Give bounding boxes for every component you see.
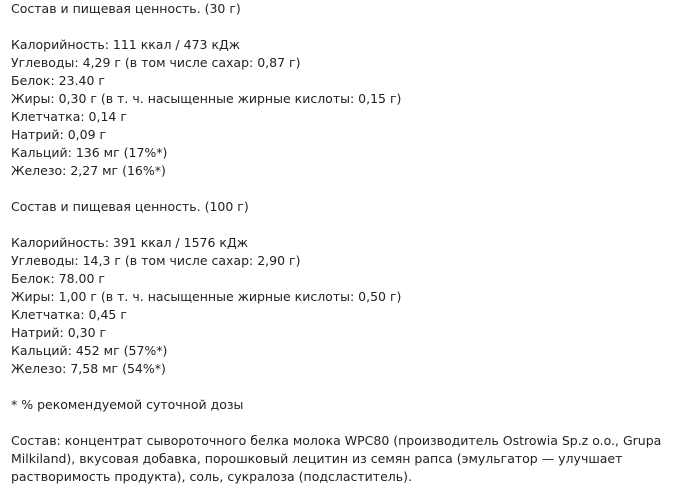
section-title-30g: Состав и пищевая ценность. (30 г) bbox=[11, 1, 241, 16]
nutrition-row: Углеводы: 4,29 г (в том числе сахар: 0,87 г) bbox=[11, 55, 301, 70]
nutrition-row: Железо: 2,27 мг (16%*) bbox=[11, 163, 166, 178]
spacer bbox=[11, 180, 696, 198]
nutrition-row: Клетчатка: 0,14 г bbox=[11, 109, 127, 124]
footnote: * % рекомендуемой суточной дозы bbox=[11, 397, 244, 412]
spacer bbox=[11, 378, 696, 396]
nutrition-row: Кальций: 136 мг (17%*) bbox=[11, 145, 168, 160]
spacer bbox=[11, 216, 696, 234]
nutrition-row: Углеводы: 14,3 г (в том числе сахар: 2,90 г) bbox=[11, 253, 301, 268]
spacer bbox=[11, 18, 696, 36]
nutrition-row: Кальций: 452 мг (57%*) bbox=[11, 343, 168, 358]
nutrition-row: Калорийность: 391 ккал / 1576 кДж bbox=[11, 235, 248, 250]
nutrition-row: Жиры: 1,00 г (в т. ч. насыщенные жирные кислоты: 0,50 г) bbox=[11, 289, 402, 304]
composition-paragraph: Состав: концентрат сывороточного белка молока WPC80 (производитель Ostrowia Sp.z o.o., Grupa Milkiland), вкусовая добавка, порошковый лецитин из семян рапса (эмульгатор — улучшает растворимость продукта), соль, сукралоза (подсластитель). bbox=[11, 433, 662, 484]
section-title-100g: Состав и пищевая ценность. (100 г) bbox=[11, 199, 249, 214]
nutrition-row: Белок: 23.40 г bbox=[11, 73, 105, 88]
spacer bbox=[11, 414, 696, 432]
nutrition-row: Натрий: 0,09 г bbox=[11, 127, 107, 142]
nutrition-row: Железо: 7,58 мг (54%*) bbox=[11, 361, 166, 376]
nutrition-row: Клетчатка: 0,45 г bbox=[11, 307, 127, 322]
nutrition-row: Жиры: 0,30 г (в т. ч. насыщенные жирные кислоты: 0,15 г) bbox=[11, 91, 402, 106]
nutrition-document bbox=[11, 0, 696, 486]
nutrition-row: Натрий: 0,30 г bbox=[11, 325, 107, 340]
nutrition-row: Калорийность: 111 ккал / 473 кДж bbox=[11, 37, 241, 52]
nutrition-row: Белок: 78.00 г bbox=[11, 271, 105, 286]
